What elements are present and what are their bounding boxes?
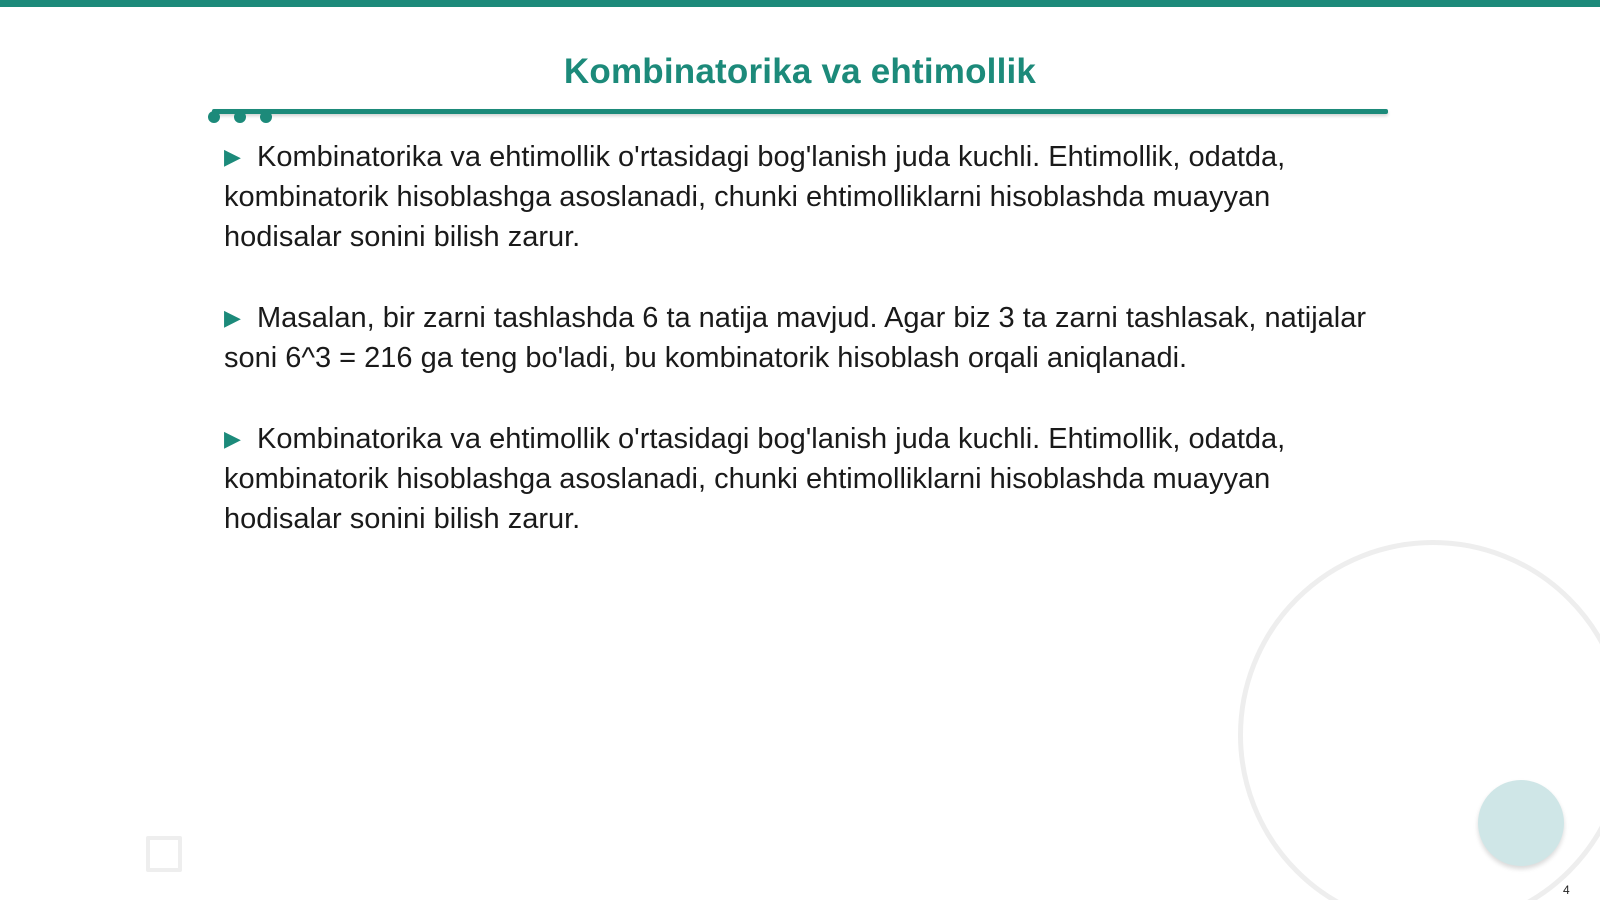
bullet-text: Kombinatorika va ehtimollik o'rtasidagi bog'lanish juda kuchli. Ehtimollik, odatda, kombinatorik hisoblashga asoslanadi, chunki ehtimolliklarni hisoblashda muayyan hodisalar sonini bilish zarur. bbox=[224, 141, 1286, 253]
bullet-list bbox=[224, 137, 1374, 580]
triangle-right-icon: ▶ bbox=[224, 305, 241, 330]
decorative-square bbox=[146, 836, 182, 872]
top-accent-bar bbox=[0, 0, 1600, 7]
bullet-item bbox=[224, 137, 1374, 257]
bullet-text: Masalan, bir zarni tashlashda 6 ta natija mavjud. Agar biz 3 ta zarni tashlasak, natijalar soni 6^3 = 216 ga teng bo'ladi, bu kombinatorik hisoblash orqali aniqlanadi. bbox=[224, 302, 1367, 374]
underline-dot bbox=[260, 111, 272, 123]
underline-dot bbox=[208, 111, 220, 123]
bullet-item bbox=[224, 419, 1374, 539]
triangle-right-icon: ▶ bbox=[224, 144, 241, 169]
slide-title: Kombinatorika va ehtimollik bbox=[563, 52, 1037, 91]
triangle-right-icon: ▶ bbox=[224, 426, 241, 451]
title-underline bbox=[212, 109, 1388, 114]
bullet-item bbox=[224, 298, 1374, 378]
underline-dot bbox=[234, 111, 246, 123]
bullet-text: Kombinatorika va ehtimollik o'rtasidagi bog'lanish juda kuchli. Ehtimollik, odatda, kombinatorik hisoblashga asoslanadi, chunki ehtimolliklarni hisoblashda muayyan hodisalar sonini bilish zarur. bbox=[224, 423, 1286, 535]
page-number: 4 bbox=[1563, 883, 1570, 897]
decorative-filled-circle bbox=[1478, 780, 1564, 866]
